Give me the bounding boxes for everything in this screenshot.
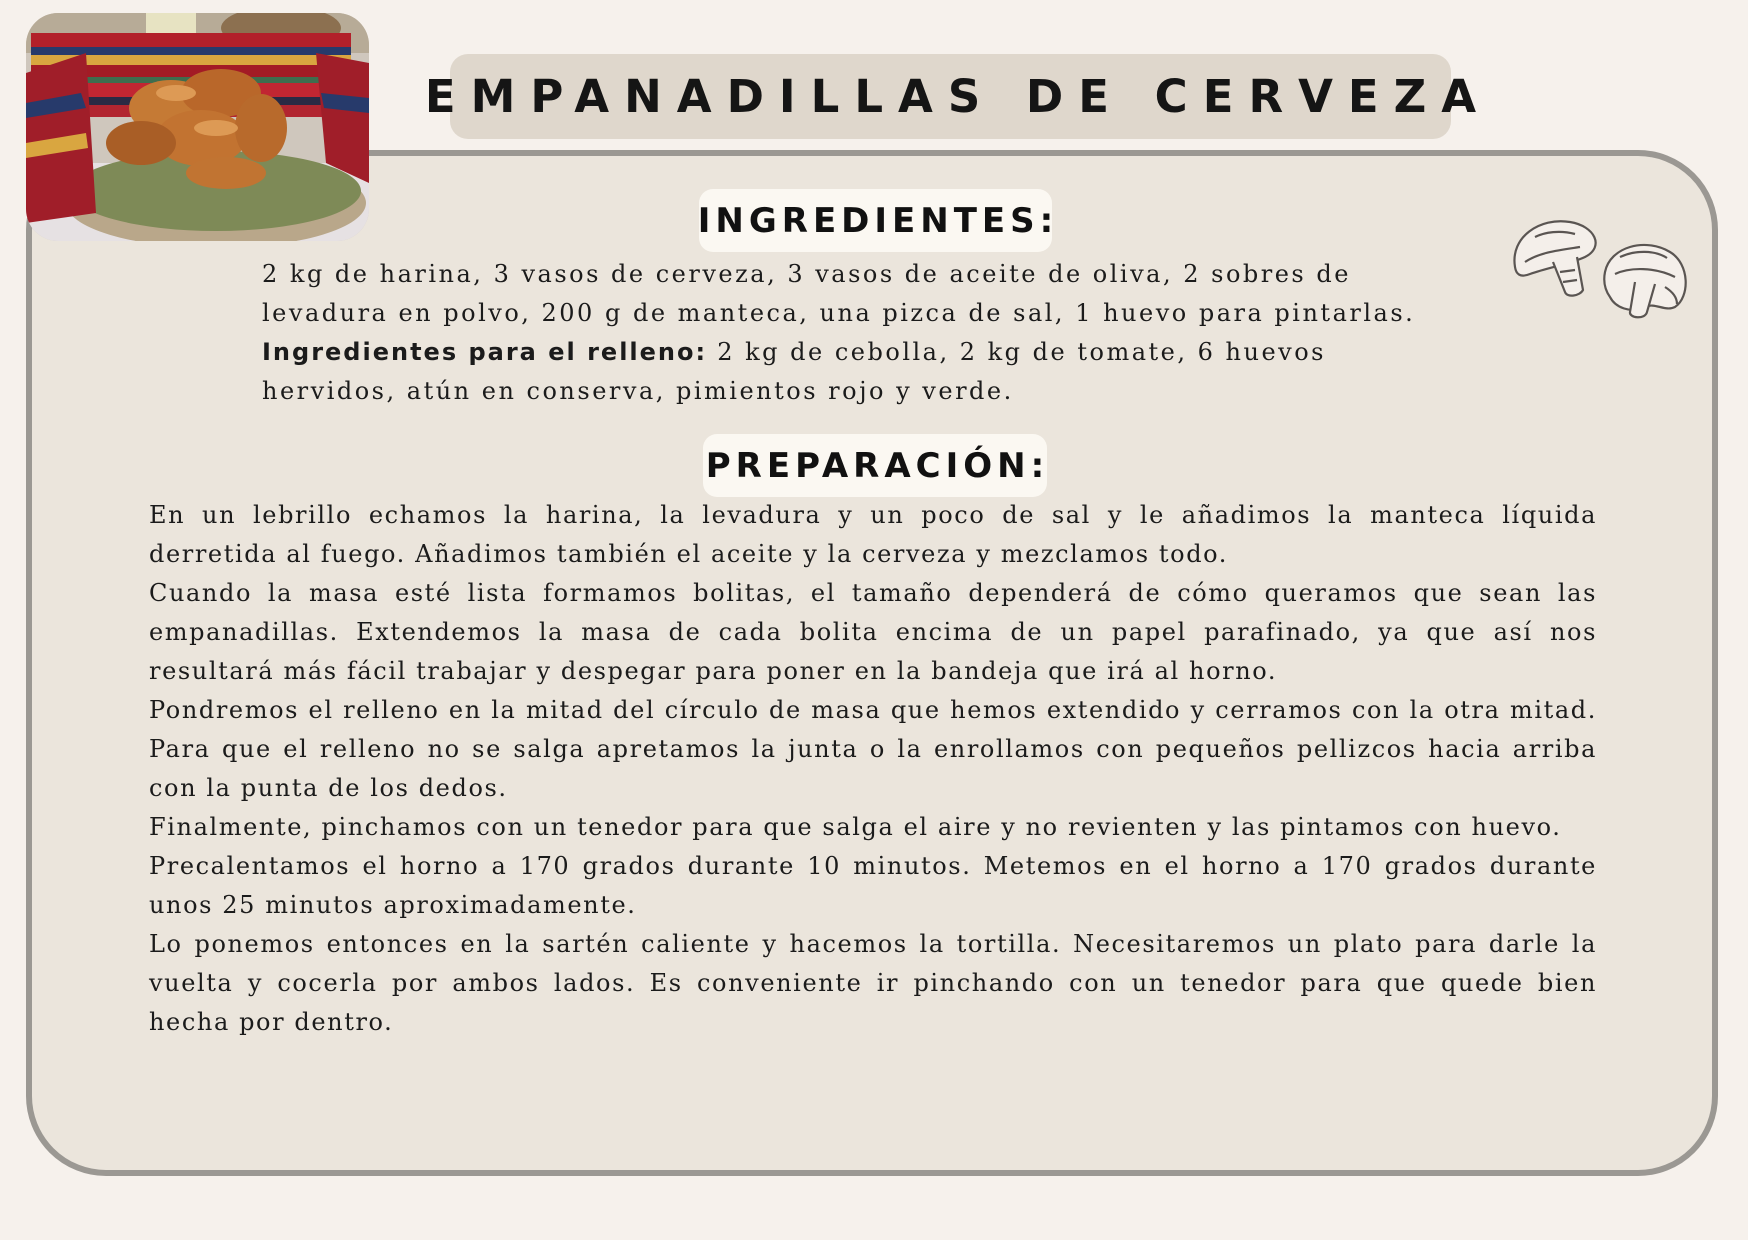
ingredients-line bbox=[262, 333, 1492, 372]
empanadillas-photo bbox=[26, 13, 369, 241]
preparation-paragraph: Finalmente, pinchamos con un tenedor para que salga el aire y no revienten y las pintamos con huevo. bbox=[149, 813, 1562, 841]
preparation-heading-box bbox=[703, 434, 1050, 497]
ingredients-heading-box bbox=[697, 189, 1059, 252]
filling-text: 2 kg de cebolla, 2 kg de tomate, 6 huevos bbox=[707, 338, 1326, 366]
ingredients-heading: INGREDIENTES: bbox=[697, 200, 1059, 241]
preparation-text bbox=[149, 496, 1597, 1042]
preparation-paragraph: Pondremos el relleno en la mitad del círculo de masa que hemos extendido y cerramos con la otra mitad. Para que el relleno no se salga apretamos la junta o la enrollamos con pequeños pellizcos hacia arriba con la punta de los dedos. bbox=[149, 696, 1597, 802]
ingredients-line: levadura en polvo, 200 g de manteca, una pizca de sal, 1 huevo para pintarlas. bbox=[262, 299, 1416, 327]
preparation-paragraph: Cuando la masa esté lista formamos bolitas, el tamaño dependerá de cómo queramos que sean las empanadillas. Extendemos la masa de cada bolita encima de un papel parafinado, ya que así nos resultará más fácil trabajar y despegar para poner en la bandeja que irá al horno. bbox=[149, 579, 1597, 685]
preparation-paragraph: Lo ponemos entonces en la sartén caliente y hacemos la tortilla. Necesitaremos un plato para darle la vuelta y cocerla por ambos lados. Es conveniente ir pinchando con un tenedor para que quede bien hecha por dentro. bbox=[149, 930, 1597, 1036]
ingredients-line: 2 kg de harina, 3 vasos de cerveza, 3 vasos de aceite de oliva, 2 sobres de bbox=[262, 260, 1351, 288]
page-title: EMPANADILLAS DE CERVEZA bbox=[424, 70, 1492, 123]
preparation-paragraph: En un lebrillo echamos la harina, la levadura y un poco de sal y le añadimos la manteca líquida derretida al fuego. Añadimos también el aceite y la cerveza y mezclamos todo. bbox=[149, 501, 1597, 568]
ingredients-line: hervidos, atún en conserva, pimientos rojo y verde. bbox=[262, 377, 1014, 405]
preparation-paragraph: Precalentamos el horno a 170 grados durante 10 minutos. Metemos en el horno a 170 grados durante unos 25 minutos aproximadamente. bbox=[149, 852, 1597, 919]
preparation-heading: PREPARACIÓN: bbox=[705, 445, 1050, 486]
filling-label: Ingredientes para el relleno: bbox=[262, 338, 708, 366]
title-banner bbox=[424, 54, 1492, 139]
ingredients-text bbox=[262, 255, 1492, 411]
mushrooms-icon bbox=[1505, 212, 1695, 337]
